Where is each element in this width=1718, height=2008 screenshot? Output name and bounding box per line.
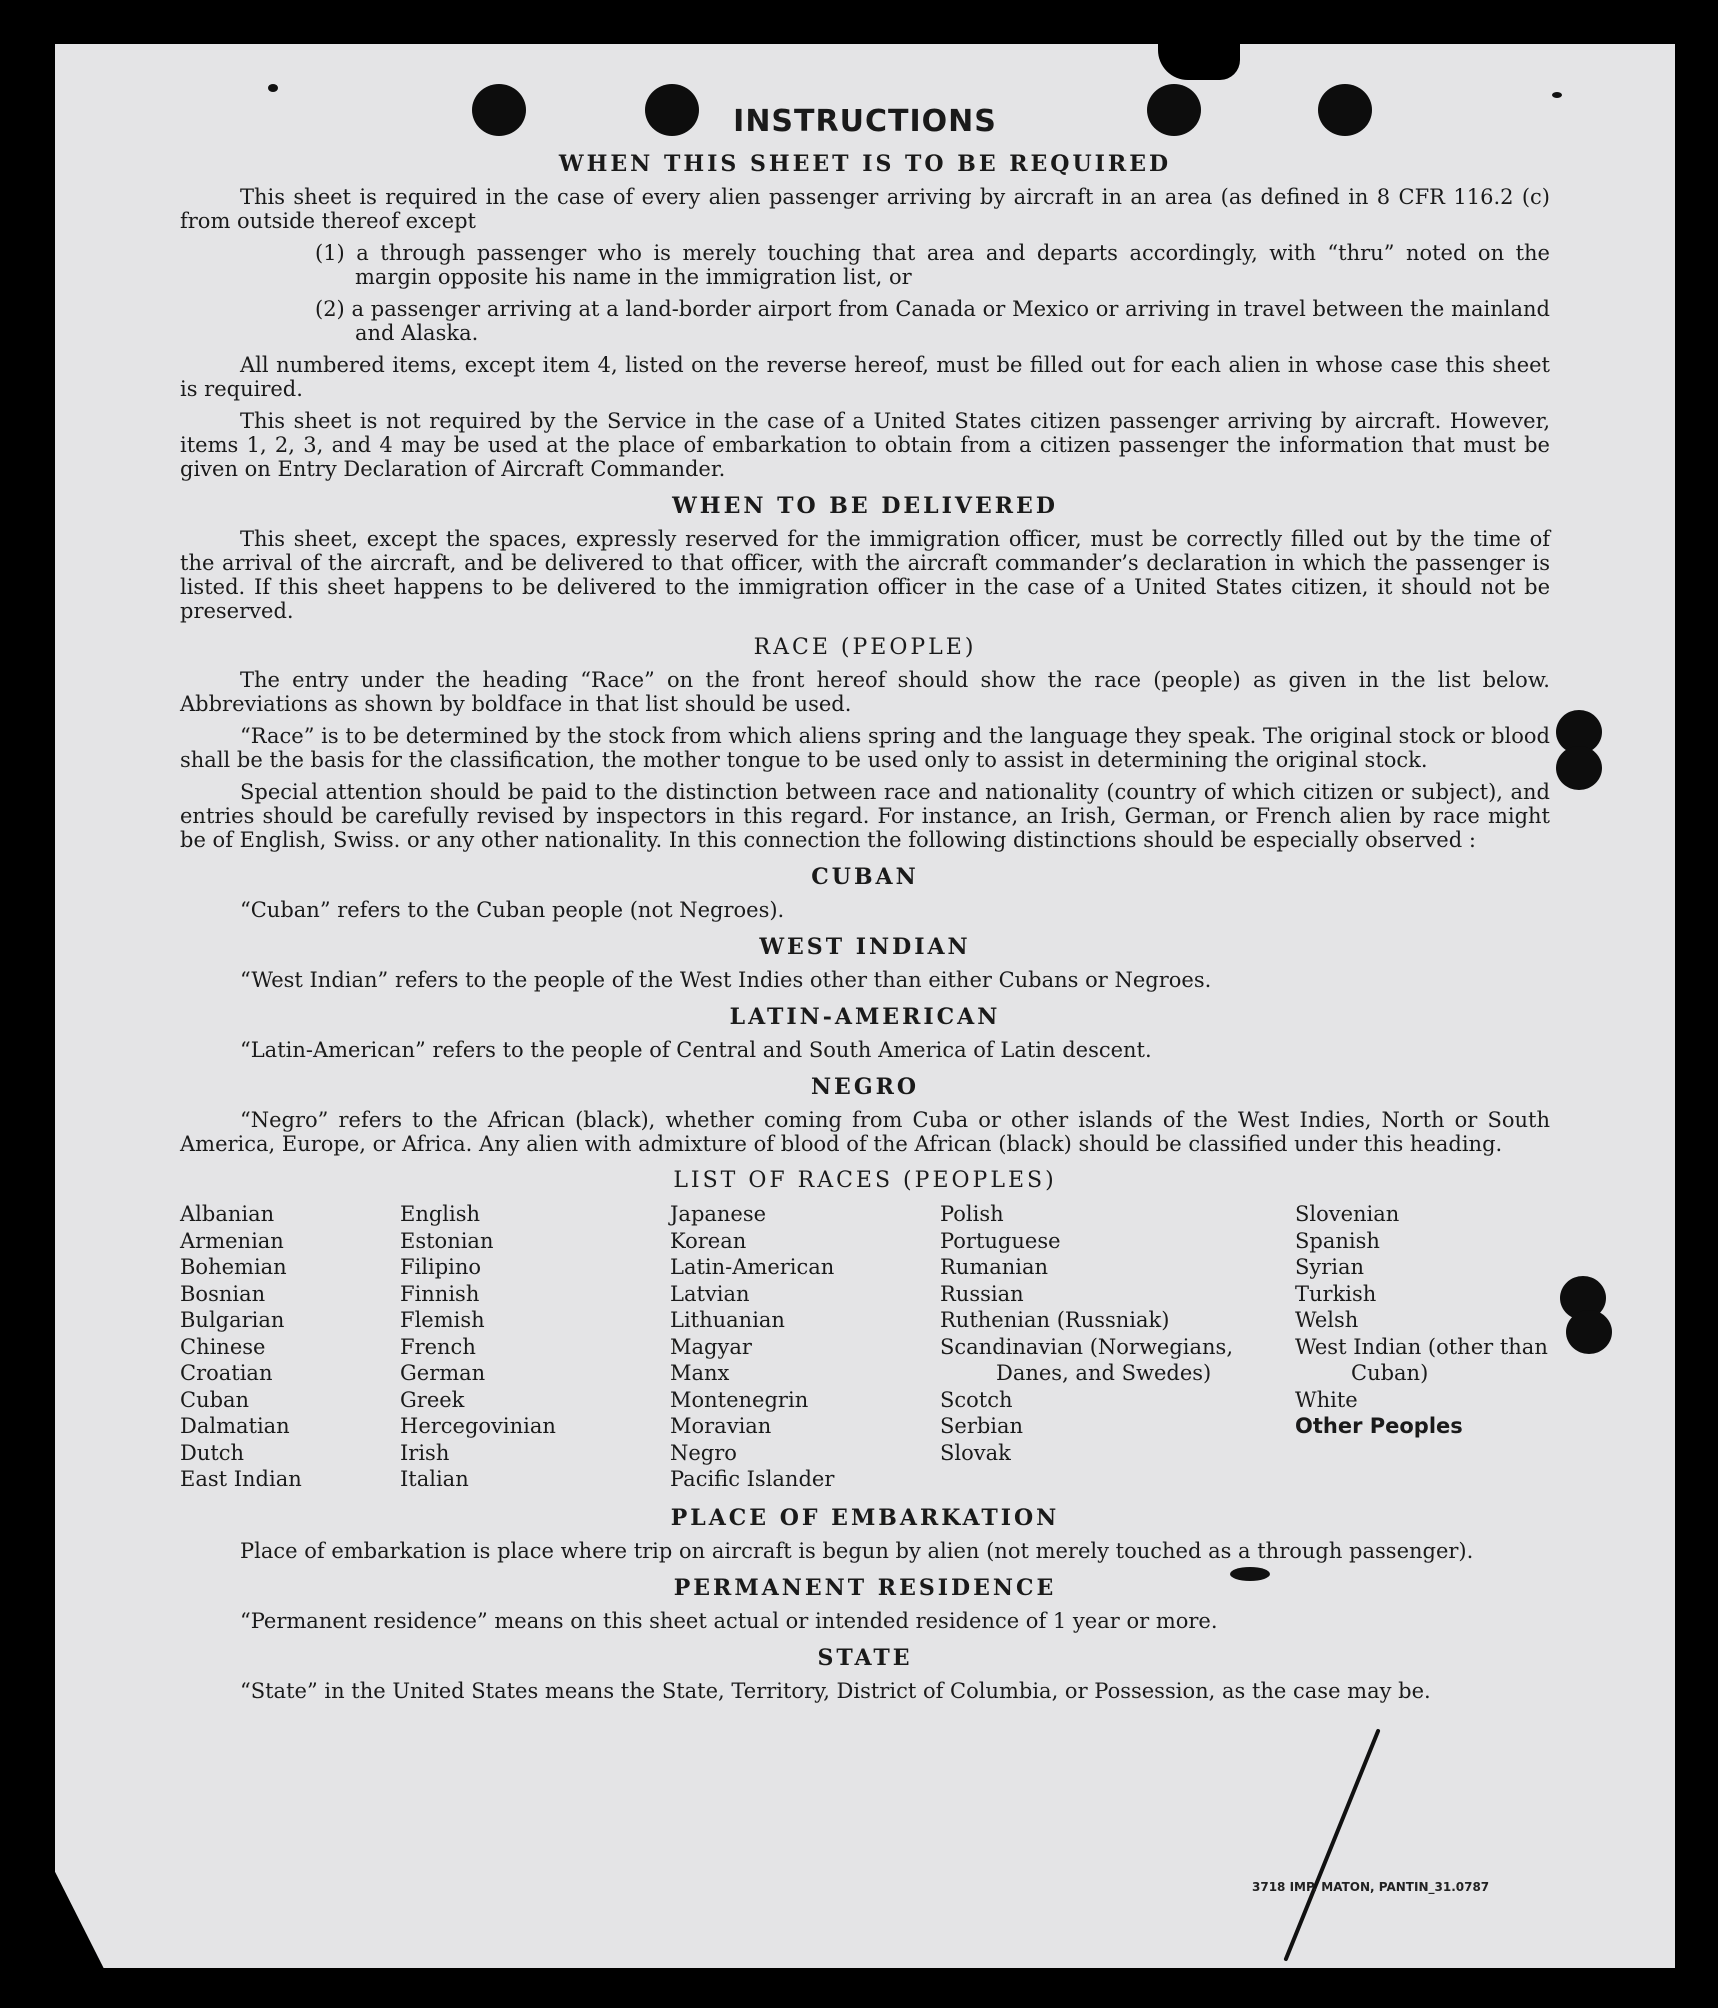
heading-state: STATE	[817, 1644, 913, 1671]
race-entry: Moravian	[670, 1414, 772, 1438]
heading-west-indian: WEST INDIAN	[759, 934, 971, 960]
race-paragraph-3: Special attention should be paid to the distinction between race and nationality (country of which citizen or subject), and entries should be carefully revised by inspectors in this regard. For instance, an Irish, German, or French alien by race might be of English, Swiss. or any other nationality. In this connection the following distinctions should be especially observed :	[180, 780, 1550, 852]
race-entry: Slovenian	[1295, 1202, 1400, 1226]
torn-edge	[1158, 40, 1240, 80]
races-column	[670, 1201, 940, 1493]
race-entry: Chinese	[180, 1334, 266, 1359]
race-entry: Armenian	[180, 1228, 284, 1253]
race-entry: Irish	[400, 1440, 450, 1465]
race-entry: Serbian	[940, 1414, 1024, 1438]
speck	[268, 84, 278, 92]
race-entry: Other Peoples	[1295, 1414, 1463, 1438]
race-entry: Russian	[940, 1281, 1024, 1306]
race-entry: Dalmatian	[180, 1414, 290, 1438]
west-indian-definition: “West Indian” refers to the people of the West Indies other than either Cubans or Negroes.	[240, 968, 1212, 992]
race-entry: Magyar	[670, 1334, 752, 1359]
race-entry: Hercegovinian	[400, 1414, 556, 1438]
race-entry: Korean	[670, 1228, 747, 1253]
race-entry: Scandinavian (Norwegians, Danes, and Swedes)	[940, 1334, 1234, 1385]
race-entry: Cuban	[180, 1387, 250, 1412]
race-entry: Rumanian	[940, 1255, 1049, 1279]
race-entry: Welsh	[1295, 1308, 1359, 1332]
race-paragraph-1: The entry under the heading “Race” on the front hereof should show the race (people) as given in the list below. Abbreviations as shown by boldface in that list should be used.	[180, 668, 1550, 716]
race-entry: Syrian	[1295, 1255, 1365, 1279]
race-entry: Manx	[670, 1361, 730, 1385]
race-entry: Estonian	[400, 1228, 494, 1253]
document-body	[180, 100, 1550, 1711]
delivered-paragraph: This sheet, except the spaces, expressly reserved for the immigration officer, must be correctly filled out by the time of the arrival of the aircraft, and be delivered to that officer, with the aircraft commander’s declaration in which the passenger is listed. If this sheet happens to be delivered to the immigration officer in the case of a United States citizen, it should not be preserved.	[180, 527, 1550, 623]
heading-race: RACE (PEOPLE)	[753, 635, 977, 660]
race-entry: Japanese	[670, 1202, 767, 1226]
latin-american-definition: “Latin-American” refers to the people of Central and South America of Latin descent.	[240, 1038, 1152, 1062]
race-entry: Slovak	[940, 1440, 1011, 1465]
race-entry: Montenegrin	[670, 1387, 809, 1412]
race-entry: Bosnian	[180, 1281, 266, 1306]
race-paragraph-2: “Race” is to be determined by the stock from which aliens spring and the language they speak. The original stock or blood shall be the basis for the classification, the mother tongue to be used only to assist in determining the original stock.	[180, 724, 1550, 772]
races-column	[180, 1201, 400, 1493]
race-entry: Croatian	[180, 1361, 273, 1385]
printer-imprint: 3718 IMP. MATON, PANTIN_31.0787	[1252, 1880, 1490, 1894]
state-definition: “State” in the United States means the State, Territory, District of Columbia, or Possession, as the case may be.	[240, 1678, 1431, 1703]
race-entry: Flemish	[400, 1308, 485, 1332]
race-entry: Lithuanian	[670, 1308, 785, 1332]
races-column	[1295, 1201, 1550, 1493]
heading-permanent-residence: PERMANENT RESIDENCE	[673, 1574, 1057, 1601]
race-entry: Polish	[940, 1202, 1004, 1226]
race-entry: French	[400, 1334, 476, 1359]
heading-when-required: WHEN THIS SHEET IS TO BE REQUIRED	[558, 151, 1172, 177]
race-entry: Greek	[400, 1387, 465, 1412]
race-entry: Latvian	[670, 1281, 750, 1306]
heading-latin-american: LATIN-AMERICAN	[729, 1004, 1001, 1030]
races-column	[940, 1201, 1295, 1493]
race-entry: Spanish	[1295, 1228, 1380, 1253]
exception-item-1: (1) a through passenger who is merely touching that area and departs accordingly, with “thru” noted on the margin opposite his name in the immigration list, or	[315, 241, 1550, 289]
race-entry: Ruthenian (Russniak)	[940, 1308, 1170, 1332]
required-paragraph: This sheet is required in the case of every alien passenger arriving by aircraft in an area (as defined in 8 CFR 116.2 (c) from outside thereof except	[180, 185, 1550, 233]
race-entry: Bulgarian	[180, 1308, 285, 1332]
race-entry: Scotch	[940, 1387, 1013, 1412]
exception-item-2: (2) a passenger arriving at a land-border airport from Canada or Mexico or arriving in travel between the mainland and Alaska.	[315, 297, 1550, 345]
race-entry: English	[400, 1202, 481, 1226]
heading-negro: NEGRO	[810, 1074, 920, 1100]
embarkation-definition: Place of embarkation is place where trip on aircraft is begun by alien (not merely touched as a through passenger).	[240, 1538, 1474, 1563]
page-title: INSTRUCTIONS	[733, 104, 997, 139]
race-entry: White	[1295, 1387, 1358, 1412]
race-entry: Latin-American	[670, 1255, 835, 1279]
race-entry: Portuguese	[940, 1228, 1061, 1253]
race-entry: Bohemian	[180, 1255, 287, 1279]
race-entry: East Indian	[180, 1467, 302, 1491]
race-entry: Dutch	[180, 1440, 245, 1465]
heading-cuban: CUBAN	[811, 864, 919, 890]
races-list	[180, 1201, 1550, 1493]
cuban-definition: “Cuban” refers to the Cuban people (not Negroes).	[240, 898, 785, 922]
race-entry: Italian	[400, 1467, 469, 1491]
punch-hole	[1556, 746, 1602, 790]
race-entry: West Indian (other than Cuban)	[1295, 1334, 1548, 1385]
citizen-paragraph: This sheet is not required by the Service in the case of a United States citizen passenger arriving by aircraft. However, items 1, 2, 3, and 4 may be used at the place of embarkation to obtain from a citizen passenger the information that must be given on Entry Declaration of Aircraft Commander.	[180, 409, 1550, 481]
punch-hole	[1566, 1310, 1612, 1354]
heading-list-of-races: LIST OF RACES (PEOPLES)	[673, 1168, 1057, 1193]
race-entry: Albanian	[180, 1202, 275, 1226]
race-entry: Turkish	[1295, 1281, 1377, 1306]
race-entry: Pacific Islander	[670, 1467, 835, 1491]
race-entry: Negro	[670, 1440, 737, 1465]
heading-place-of-embarkation: PLACE OF EMBARKATION	[670, 1504, 1060, 1531]
races-column	[400, 1201, 670, 1493]
speck	[1552, 92, 1562, 98]
numbered-items-paragraph: All numbered items, except item 4, listed on the reverse hereof, must be filled out for each alien in whose case this sheet is required.	[180, 353, 1550, 401]
race-entry: German	[400, 1361, 486, 1385]
heading-when-delivered: WHEN TO BE DELIVERED	[672, 493, 1058, 519]
residence-definition: “Permanent residence” means on this sheet actual or intended residence of 1 year or more.	[240, 1608, 1218, 1633]
race-entry: Finnish	[400, 1281, 480, 1306]
race-entry: Filipino	[400, 1255, 482, 1279]
negro-definition: “Negro” refers to the African (black), whether coming from Cuba or other islands of the West Indies, North or South America, Europe, or Africa. Any alien with admixture of blood of the African (black) should be classified under this heading.	[180, 1108, 1550, 1156]
